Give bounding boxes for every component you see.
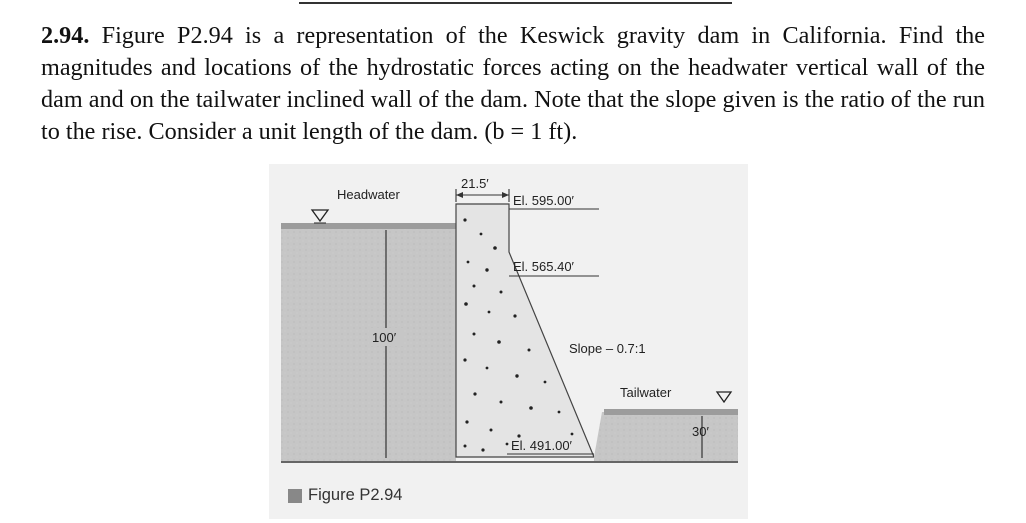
tailwater-surface: [604, 409, 738, 415]
el-base-label: El. 491.00′: [511, 438, 572, 453]
dam-diagram: [269, 164, 748, 519]
dam-body: [456, 204, 594, 457]
headwater-label: Headwater: [337, 187, 400, 202]
crest-arrow-right: [502, 192, 509, 198]
el-slope-label: El. 565.40′: [513, 259, 574, 274]
tailwater-level-icon: [717, 392, 731, 402]
caption-label: Figure P2.94: [308, 486, 403, 504]
problem-statement: [41, 20, 985, 148]
crest-arrow-left: [456, 192, 463, 198]
figure-caption: [288, 486, 402, 505]
problem-number: 2.94.: [41, 22, 90, 49]
slope-label: Slope – 0.7:1: [569, 341, 646, 356]
tailwater-body: [594, 412, 738, 462]
headwater-surface: [281, 223, 456, 229]
headwater-body: [281, 225, 456, 462]
dam-figure: [269, 164, 748, 519]
headwater-depth-label: 100′: [372, 330, 397, 345]
top-rule: [299, 2, 732, 4]
el-top-label: El. 595.00′: [513, 193, 574, 208]
crest-width-label: 21.5′: [461, 176, 489, 191]
problem-text: Figure P2.94 is a representation of the Keswick gravity dam in California. Find the magnitudes and locations of the hydrostatic forces acting on the headwater vertical wall of the dam and on the tailwater inclined wall of the dam. Note that the slope given is the ratio of the run to the rise. Consider a unit length of the dam. (b = 1 ft).: [41, 22, 985, 145]
tailwater-label: Tailwater: [620, 385, 672, 400]
headwater-level-icon: [312, 210, 328, 221]
tailwater-depth-label: 30′: [692, 424, 709, 439]
caption-marker-icon: [288, 489, 302, 503]
